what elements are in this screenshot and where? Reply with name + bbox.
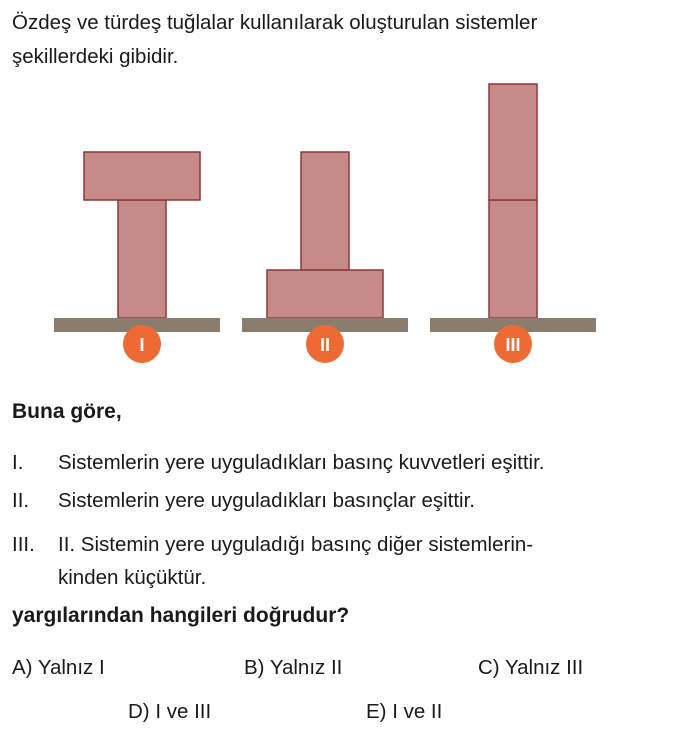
statement-1 bbox=[12, 446, 682, 479]
intro-line-1: Özdeş ve türdeş tuğlalar kullanılarak oluşturulan sistemler bbox=[12, 11, 538, 34]
brick-systems-figure bbox=[0, 80, 693, 370]
statement-2 bbox=[12, 484, 682, 517]
question-prompt: yargılarından hangileri doğrudur? bbox=[12, 604, 350, 627]
system-3 bbox=[430, 84, 596, 363]
statement-1-text: Sistemlerin yere uyguladıkları basınç kuvvetleri eşittir. bbox=[58, 451, 545, 474]
system-3-label: III bbox=[505, 335, 521, 355]
system-3-upper-brick bbox=[489, 84, 537, 200]
question-intro bbox=[12, 6, 682, 74]
system-1 bbox=[54, 152, 220, 363]
question-lead: Buna göre, bbox=[12, 400, 122, 423]
system-1-label: I bbox=[139, 335, 145, 355]
system-2-label: II bbox=[319, 335, 331, 355]
statement-3-text-line-1: II. Sistemin yere uyguladığı basınç diğer sistemlerin- bbox=[58, 533, 534, 556]
statement-1-number: I. bbox=[12, 451, 24, 474]
choice-e[interactable]: E) I ve II bbox=[366, 700, 443, 723]
choice-c[interactable]: C) Yalnız III bbox=[478, 656, 584, 679]
choice-d[interactable]: D) I ve III bbox=[128, 700, 212, 723]
system-3-lower-brick bbox=[489, 200, 537, 318]
statement-2-number: II. bbox=[12, 489, 30, 512]
intro-line-2: şekillerdeki gibidir. bbox=[12, 45, 179, 68]
statement-3-text-line-2: kinden küçüktür. bbox=[58, 566, 207, 589]
system-2-vertical-brick bbox=[301, 152, 349, 270]
statement-3 bbox=[12, 528, 682, 594]
system-2-horizontal-brick bbox=[267, 270, 383, 318]
choice-b[interactable]: B) Yalnız II bbox=[244, 656, 343, 679]
system-1-horizontal-brick bbox=[84, 152, 200, 200]
choice-a[interactable]: A) Yalnız I bbox=[12, 656, 105, 679]
statement-3-number: III. bbox=[12, 533, 35, 556]
system-1-vertical-brick bbox=[118, 200, 166, 318]
statement-2-text: Sistemlerin yere uyguladıkları basınçlar eşittir. bbox=[58, 489, 476, 512]
system-2 bbox=[242, 152, 408, 363]
